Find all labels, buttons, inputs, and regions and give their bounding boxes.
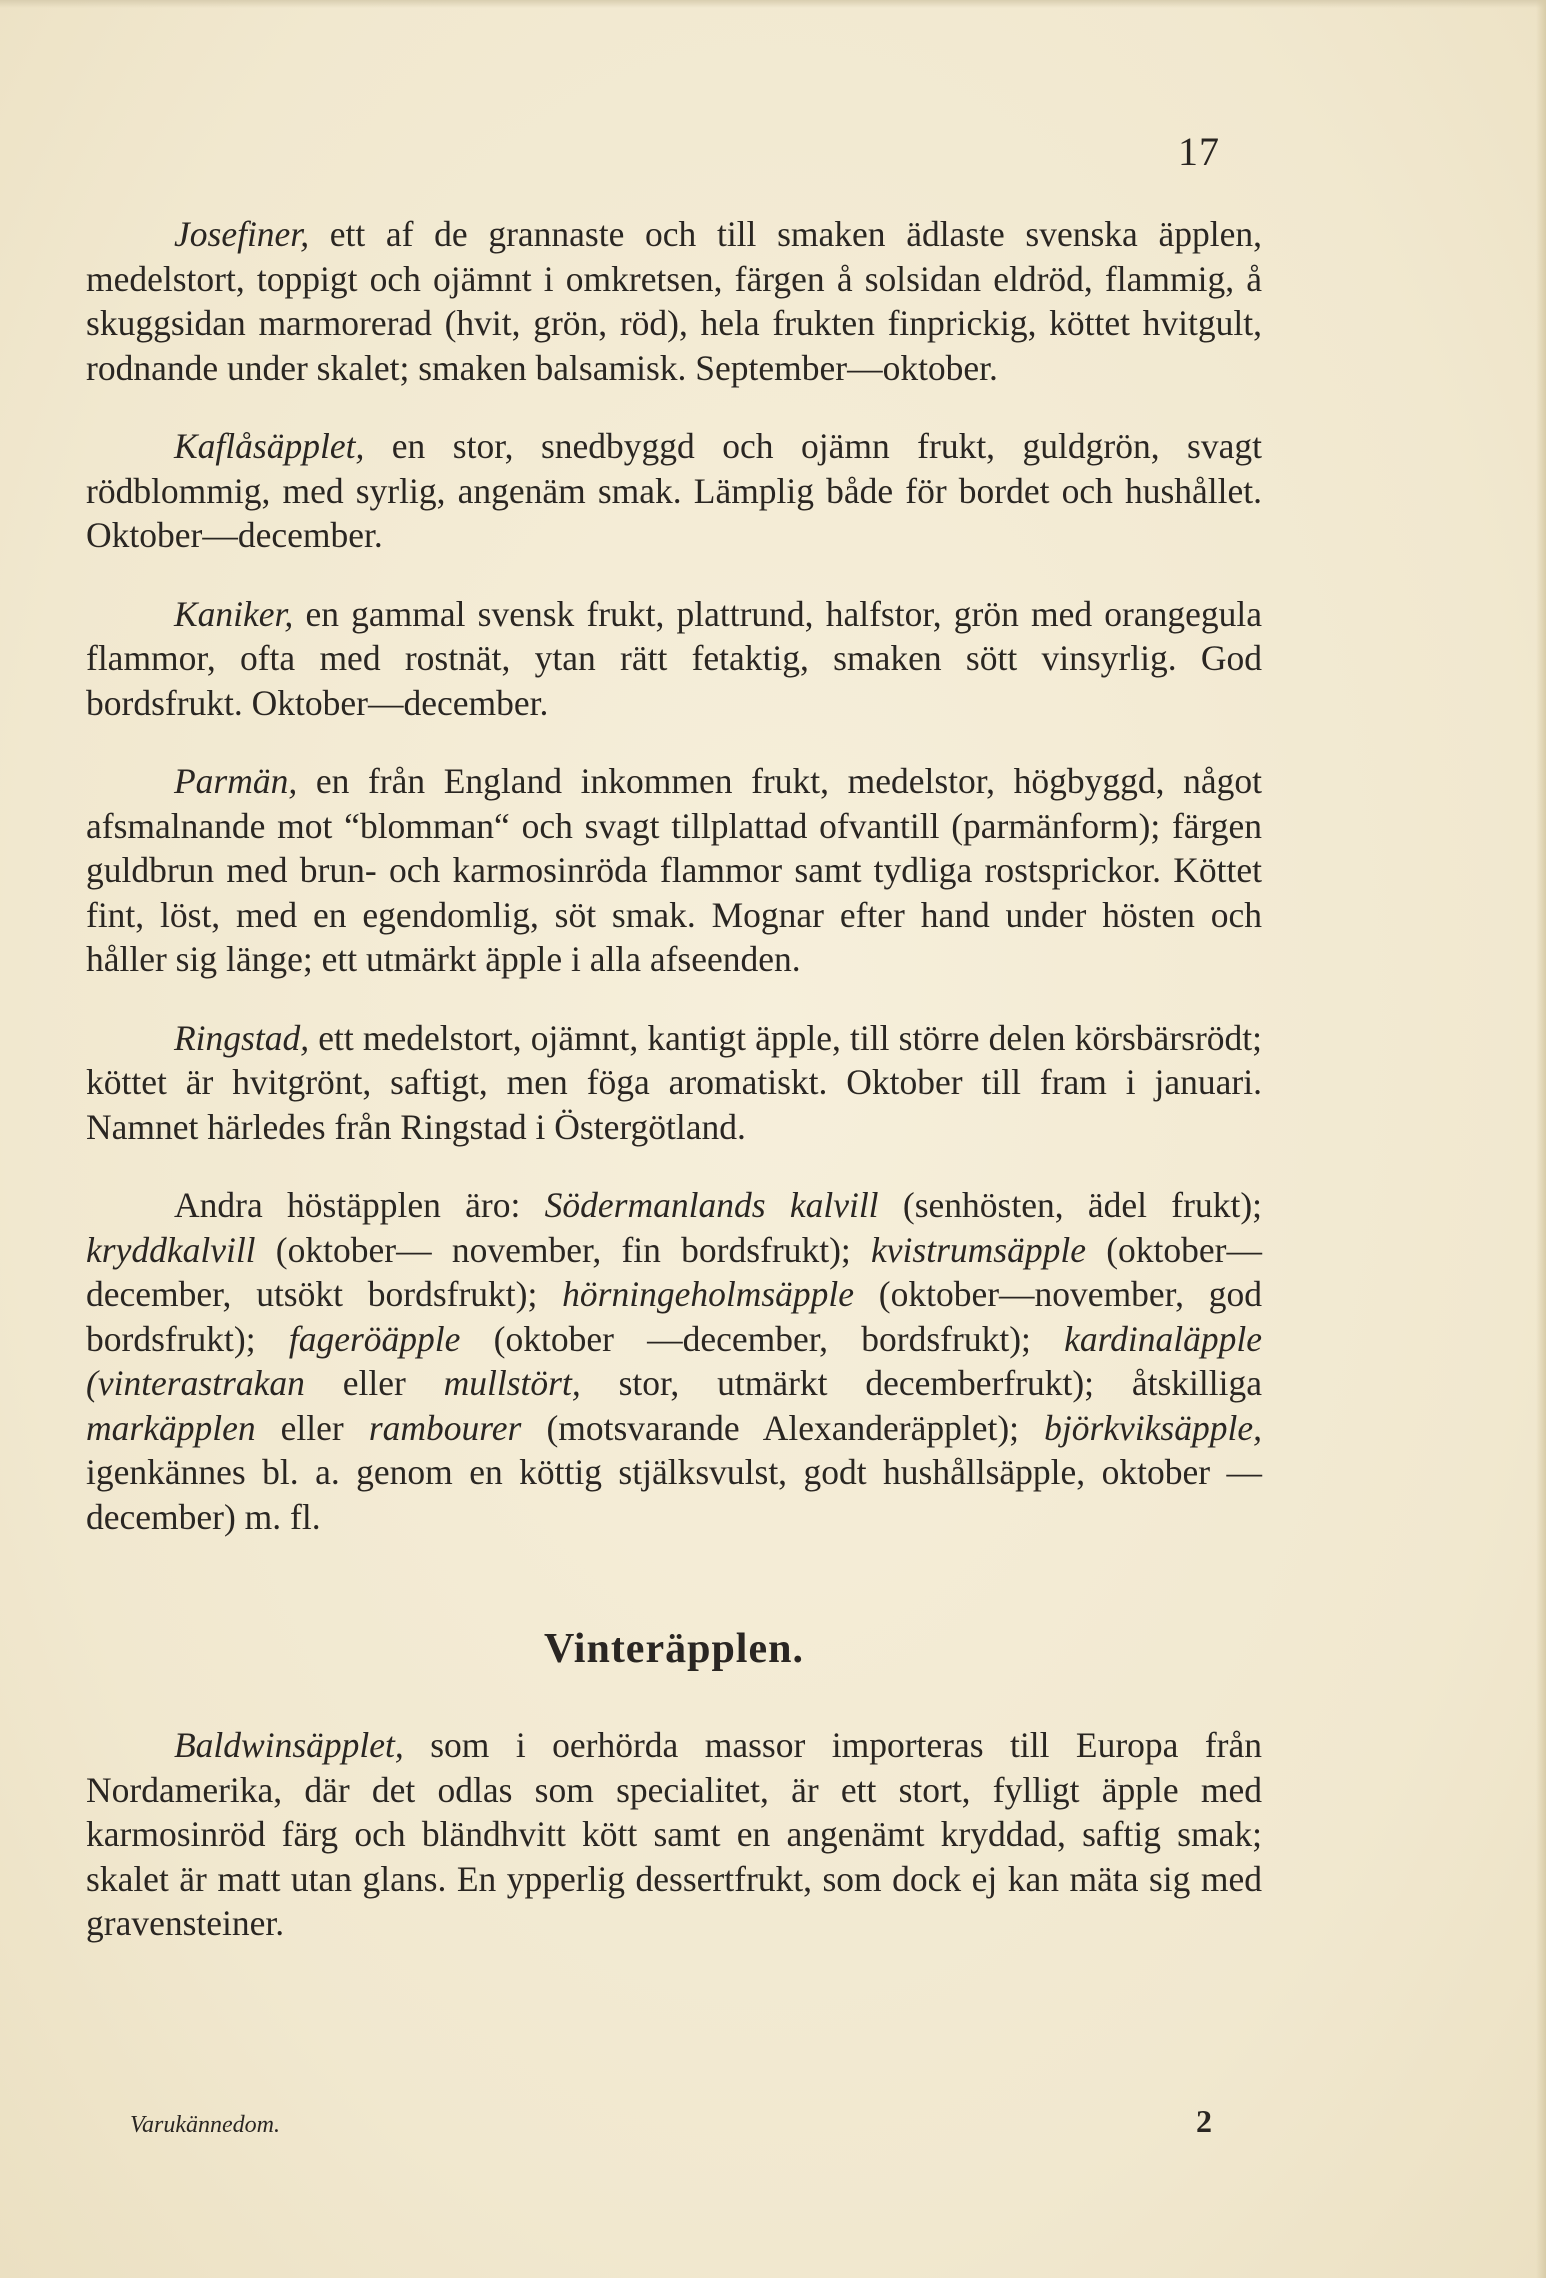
text-run: igenkännes bl. a. genom en köttig stjälksvulst, godt hushållsäpple, oktober — december) m. fl. [86, 1452, 1262, 1537]
entry-parman [86, 759, 1262, 982]
text-run: (senhösten, ädel frukt); [878, 1185, 1263, 1225]
page-top-shadow [0, 0, 1546, 8]
entry-term: Ringstad, [174, 1017, 310, 1058]
entry-text: ett af de grannaste och till smaken ädlaste svenska äpplen, medelstort, toppigt och ojämnt i omkretsen, färgen å solsidan eldröd, flammig, å skuggsidan marmorerad (hvit, grön, röd), hela frukten finprickig, köttet hvitgult, rodnande under skalet; smaken balsamisk. September—oktober. [86, 214, 1262, 388]
text-run: (motsvarande Alexanderäpplet); [521, 1407, 1045, 1448]
text-run: (oktober—december, utsökt bordsfrukt); [86, 1229, 1262, 1314]
apple-name: Södermanlands kalvill [544, 1185, 879, 1225]
text-run: (oktober— november, fin bordsfrukt); [255, 1229, 872, 1270]
entry-text: ett medelstort, ojämnt, kantigt äpple, till större delen körsbärsrödt; köttet är hvitgrönt, saftigt, men föga aromatiskt. Oktober till fram i januari. Namnet härledes från Ringstad i Östergötland. [86, 1017, 1262, 1147]
page-number: 17 [1178, 129, 1220, 174]
apple-name: markäpplen [86, 1407, 256, 1448]
apple-name: björkviksäpple, [1044, 1407, 1262, 1448]
apple-name: kryddkalvill [86, 1229, 256, 1270]
entry-term: Kaniker, [174, 593, 294, 634]
entry-text: en stor, snedbyggd och ojämn frukt, guldgrön, svagt rödblommig, med syrlig, angenäm smak. Lämplig både för bordet och hushållet. Oktober—december. [86, 426, 1262, 555]
entry-kaflasapplet [86, 424, 1262, 558]
signature-mark: Varukännedom. [130, 2112, 280, 2138]
section-heading: Vinteräpplen. [544, 1626, 804, 1672]
text-run: eller [255, 1407, 369, 1448]
apple-name: mullstört, [443, 1363, 581, 1403]
text-run: stor, utmärkt decemberfrukt); åtskilliga [580, 1363, 1262, 1403]
apple-name: fageröäpple [288, 1318, 461, 1359]
apple-name: hörningeholmsäpple [562, 1274, 855, 1314]
text-run: Andra höstäpplen äro: [174, 1185, 545, 1225]
entry-text: som i oerhörda massor importeras till Europa från Nordamerika, där det odlas som specialitet, är ett stort, fylligt äpple med karmosinröd färg och bländhvitt kött samt en angenämt kryddad, saftig smak; skalet är matt utan glans. En ypperlig dessertfrukt, som dock ej kan mäta sig med gravensteiner. [86, 1725, 1262, 1943]
entry-text: en från England inkommen frukt, medelstor, högbyggd, något afsmalnande mot “blomman“ och svagt tillplattad ofvantill (parmänform); färgen guldbrun med brun- och karmosinröda flammor samt tydliga rostsprickor. Köttet fint, löst, med en egendomlig, söt smak. Mognar efter hand under hösten och håller sig länge; ett utmärkt äpple i alla afseenden. [86, 761, 1262, 979]
apple-name: rambourer [368, 1407, 522, 1448]
text-run: (oktober—november, god bordsfrukt); [86, 1274, 1262, 1359]
apple-name: kvistrumsäpple [871, 1229, 1086, 1270]
entry-term: Kaflåsäpplet, [174, 426, 365, 466]
entry-kaniker [86, 592, 1262, 726]
entry-term: Baldwinsäpplet, [174, 1725, 404, 1765]
page-footer [130, 2103, 1212, 2140]
entry-baldwinsapplet [86, 1723, 1262, 1946]
other-autumn-apples [86, 1183, 1262, 1539]
entry-term: Josefiner, [174, 214, 310, 254]
text-run: (oktober —december, bordsfrukt); [460, 1318, 1065, 1359]
entry-ringstad [86, 1016, 1262, 1150]
page-right-shadow [1536, 0, 1546, 2278]
entry-term: Parmän, [174, 761, 298, 801]
signature-number: 2 [1196, 2103, 1212, 2139]
entry-text: en gammal svensk frukt, plattrund, halfstor, grön med orangegula flammor, ofta med rostnät, ytan rätt fetaktig, smaken sött vinsyrlig. God bordsfrukt. Oktober—december. [86, 593, 1262, 723]
text-block [86, 212, 1262, 1980]
apple-name: kardinaläpple (vinterastrakan [86, 1318, 1262, 1403]
text-run: eller [304, 1363, 444, 1403]
entry-josefiner [86, 212, 1262, 390]
